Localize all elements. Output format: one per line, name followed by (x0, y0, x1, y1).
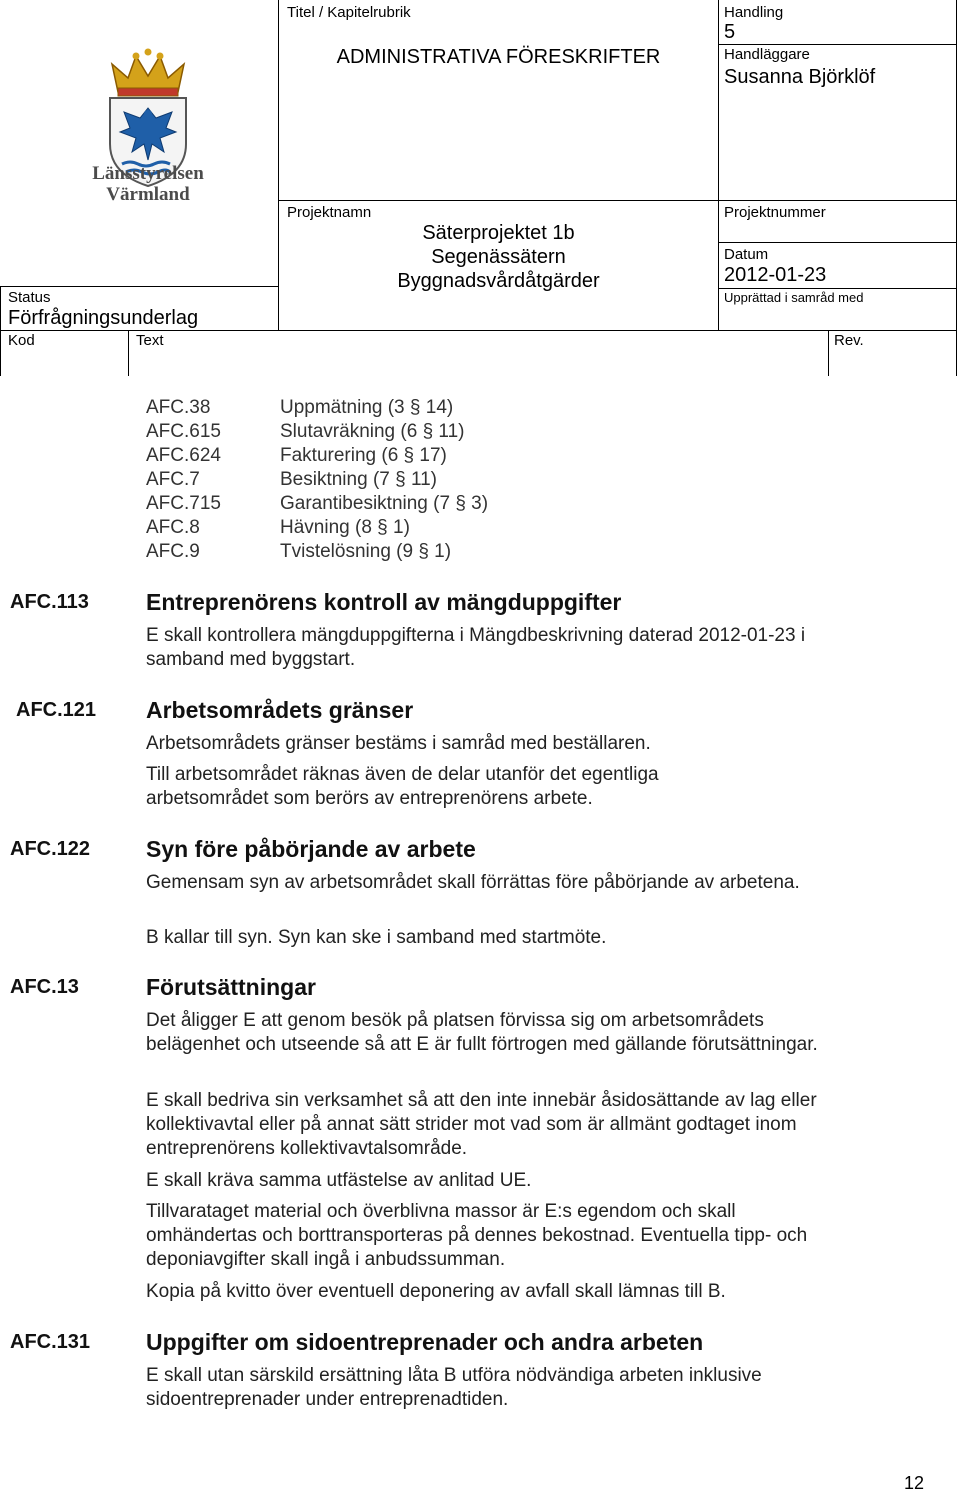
logo-line1: Länsstyrelsen (92, 163, 204, 184)
section-paragraph: Tillvarataget material och överblivna massor är E:s egendom och skall omhändertas och borttransporteras på dennes bekostnad. Eventuella tipp- och deponiavgifter skall ingå i anbudssumman. (146, 1201, 808, 1270)
toc-row: AFC.615 Slutavräkning (6 § 11) (146, 421, 465, 442)
projektnummer-label: Projektnummer (724, 204, 826, 221)
section-heading: Arbetsområdets gränser (146, 697, 414, 723)
projektnamn-label: Projektnamn (287, 204, 372, 221)
section-paragraph: Det åligger E att genom besök på platsen förvissa sig om arbetsområdets belägenhet och utseende så att E är fullt förtrogen med gällande förutsättningar. (146, 1010, 818, 1055)
section-heading: Uppgifter om sidoentreprenader och andra arbeten (146, 1329, 704, 1355)
status-value: Förfrågningsunderlag (8, 307, 199, 329)
section-paragraph: Kopia på kvitto över eventuell deponering av avfall skall lämnas till B. (146, 1281, 726, 1302)
rev-column-label: Rev. (834, 332, 864, 349)
handlaggare-label: Handläggare (724, 46, 810, 63)
section-code: AFC.113 (10, 591, 89, 613)
handling-value: 5 (724, 21, 736, 43)
section-heading: Förutsättningar (146, 974, 316, 1000)
section-code: AFC.131 (10, 1331, 91, 1353)
section-code: AFC.122 (10, 838, 91, 860)
title-value: ADMINISTRATIVA FÖRESKRIFTER (336, 46, 661, 68)
section-code: AFC.13 (10, 976, 79, 998)
section-paragraph: E skall bedriva sin verksamhet så att den inte innebär åsidosättande av lag eller kollektivavtal eller på annat sätt strider mot vad som är allmänt godtaget inom entreprenörens kollektivavtalsområde. (146, 1090, 817, 1159)
projektnamn-line1: Säterprojektet 1b (422, 222, 575, 244)
section-code: AFC.121 (16, 699, 97, 721)
toc-row: AFC.7 Besiktning (7 § 11) (146, 469, 438, 490)
section-heading: Entreprenörens kontroll av mängduppgifter (146, 589, 622, 615)
datum-value: 2012-01-23 (724, 264, 827, 286)
section-paragraph: Gemensam syn av arbetsområdet skall förrättas före påbörjande av arbetena. (146, 872, 800, 893)
handling-label: Handling (724, 4, 784, 21)
toc-row: AFC.715 Garantibesiktning (7 § 3) (146, 493, 489, 514)
page-number: 12 (903, 1473, 924, 1493)
text-column-label: Text (136, 332, 164, 349)
section-paragraph: E skall kontrollera mängduppgifterna i Mängdbeskrivning daterad 2012-01-23 i samband med byggstart. (146, 625, 806, 670)
toc-row: AFC.38 Uppmätning (3 § 14) (146, 397, 454, 418)
title-label: Titel / Kapitelrubrik (287, 4, 411, 21)
section-paragraph: E skall utan särskild ersättning låta B utföra nödvändiga arbeten inklusive sidoentreprenader under entreprenadtiden. (146, 1365, 762, 1410)
section-paragraph: Arbetsområdets gränser bestäms i samråd med beställaren. (146, 733, 651, 754)
datum-label: Datum (724, 246, 769, 263)
projektnamn-line3: Byggnadsvårdåtgärder (397, 270, 600, 292)
section-paragraph: B kallar till syn. Syn kan ske i samband med startmöte. (146, 927, 607, 948)
projektnamn-line2: Segenässätern (431, 246, 566, 268)
status-label: Status (8, 289, 51, 306)
toc-row: AFC.624 Fakturering (6 § 17) (146, 445, 447, 466)
toc-row: AFC.8 Hävning (8 § 1) (146, 517, 410, 538)
handlaggare-value: Susanna Björklöf (724, 66, 876, 88)
kod-column-label: Kod (8, 332, 35, 349)
logo-line2: Värmland (106, 184, 190, 205)
section-paragraph: E skall kräva samma utfästelse av anlitad UE. (146, 1170, 532, 1191)
toc-row: AFC.9 Tvistelösning (9 § 1) (146, 541, 452, 562)
section-heading: Syn före påbörjande av arbete (146, 836, 476, 862)
section-paragraph: Till arbetsområdet räknas även de delar utanför det egentliga arbetsområdet som berörs av entreprenörens arbete. (146, 764, 659, 809)
upprattad-label: Upprättad i samråd med (724, 290, 864, 305)
